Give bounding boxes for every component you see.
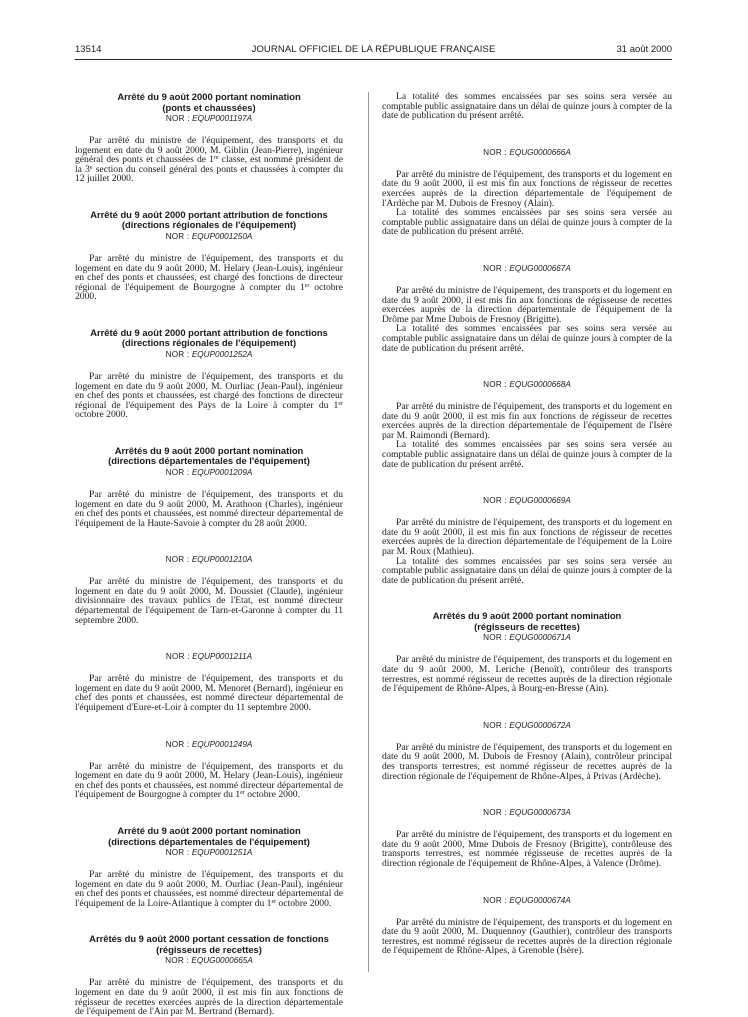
decree-paragraph: La totalité des sommes encaissées par ses soins sera versée au comptable public assignataire dans un délai de quinze jours à compter de la date de publication du présent arrêté. xyxy=(382,439,672,470)
nor-code: EQUG0000672A xyxy=(509,720,571,730)
decree-subtitle: (directions départementales de l'équipement) xyxy=(108,835,310,847)
decree-section xyxy=(382,869,672,956)
decree-title: Arrêté du 9 août 2000 portant nomination xyxy=(117,825,301,836)
section-gap xyxy=(75,625,343,651)
nor-code: EQUG0000668A xyxy=(509,380,571,390)
nor-reference xyxy=(75,848,343,858)
decree-title: Arrêtés du 9 août 2000 portant nomination xyxy=(432,610,622,622)
decree-paragraph: Par arrêté du ministre de l'équipement, des transports et du logement en date du 9 août 2000, M. Menoret (Bernard), ingénieur en chef des ponts et chaussées, est nommé directeur départemental de l'équipement d'Eure-et-Loir à compter du 11 septembre 2000. xyxy=(75,673,344,714)
nor-label: NOR : xyxy=(165,652,193,662)
section-gap xyxy=(382,869,672,895)
nor-code: EQUP0001249A xyxy=(191,739,253,749)
decree-paragraph: Par arrêté du ministre de l'équipement, des transports et du logement en date du 9 août 2000, il est mis fin aux fonctions de régisseur de recettes exercées auprès de la direction départementale de l'équipement de l'Isère par M. Raimondi (Bernard). xyxy=(382,401,672,441)
nor-code: EQUG0000665A xyxy=(191,956,253,966)
decree-section xyxy=(382,585,672,693)
decree-subtitle: (ponts et chaussées) xyxy=(162,101,256,113)
decree-section xyxy=(75,713,343,800)
decree-paragraph: Par arrêté du ministre de l'équipement, des transports et du logement en date du 9 août 2000, M. Arathoon (Charles), ingénieur en chef des ponts et chaussées, est nommé directeur départemental de l'équipement de la Haute-Savoie à compter du 28 août 2000. xyxy=(75,488,343,529)
decree-paragraph: Par arrêté du ministre de l'équipement, des transports et du logement en date du 9 août 2000, Mme Dubois de Fresnoy (Brigitte), contrôleuse des transports terrestres, est nommée régisseuse de recettes auprès de la direction régionale de l'équipement de Rhône-Alpes, à Valence (Drôme). xyxy=(382,829,672,869)
decree-section xyxy=(75,625,343,712)
decree-section xyxy=(75,908,343,1016)
decree-paragraph: Par arrêté du ministre de l'équipement, des transports et du logement en date du 9 août 2000, M. Giblin (Jean-Pierre), ingénieur général des ponts et chaussées de 1re classe, est nommé président de la 3e section du conseil général des ponts et chaussées à compter du 12 juillet 2000. xyxy=(75,135,343,185)
section-gap xyxy=(382,585,672,611)
header-rule xyxy=(75,59,672,60)
page-header xyxy=(75,44,672,58)
section-gap xyxy=(75,800,343,826)
decree-paragraph: La totalité des sommes encaissées par ses soins sera versée au comptable public assignataire dans un délai de quinze jours à compter de la date de publication du présent arrêté. xyxy=(382,555,672,586)
section-gap xyxy=(382,237,672,263)
left-column xyxy=(75,92,343,1017)
decree-section xyxy=(382,781,672,868)
nor-reference xyxy=(75,468,343,478)
nor-gap xyxy=(382,906,672,918)
nor-reference xyxy=(75,350,343,360)
nor-code: EQUG0000667A xyxy=(509,263,571,273)
nor-label: NOR : xyxy=(483,263,510,273)
decree-subtitle: (directions régionales de l'équipement) xyxy=(121,337,297,349)
decree-subtitle: (directions départementales de l'équipement) xyxy=(108,455,310,467)
nor-label: NOR : xyxy=(483,720,510,730)
nor-label: NOR : xyxy=(483,633,510,643)
nor-gap xyxy=(382,158,672,170)
nor-reference xyxy=(382,633,672,643)
issue-date: 31 août 2000 xyxy=(616,44,672,55)
section-gap xyxy=(75,908,343,934)
decree-section xyxy=(75,302,343,420)
decree-paragraph: Par arrêté du ministre de l'équipement, des transports et du logement en date du 9 août 2000, M. Ourliac (Jean-Paul), ingénieur en chef des ponts et chaussées, est chargé des fonctions de directeur régional de l'équipement des Pays de la Loire à compter du 1er octobre 2000. xyxy=(75,370,343,421)
section-gap xyxy=(382,781,672,807)
decree-section xyxy=(75,800,343,908)
section-gap xyxy=(75,184,343,210)
decree-paragraph: Par arrêté du ministre de l'équipement, des transports et du logement en date du 9 août 2000, il est mis fin aux fonctions de régisseur de recettes exercées auprès de la direction départementale de l'équipement de la Loire par M. Roux (Mathieu). xyxy=(382,517,672,558)
decree-title: Arrêté du 9 août 2000 portant attribution de fonctions xyxy=(90,208,328,220)
decree-title: Arrêté du 9 août 2000 portant attribution de fonctions xyxy=(90,326,328,338)
nor-reference xyxy=(75,555,343,565)
decree-section xyxy=(382,469,672,585)
decree-section xyxy=(75,92,343,184)
nor-reference xyxy=(75,956,343,966)
decree-paragraph: Par arrêté du ministre de l'équipement, des transports et du logement en date du 9 août 2000, M. Helary (Jean-Louis), ingénieur en chef des ponts et chaussées, est nommé directeur départemental de l'équipement de Bourgogne à compter du 1er octobre 2000. xyxy=(75,760,343,801)
nor-reference xyxy=(75,232,343,242)
nor-code: EQUP0001209A xyxy=(191,467,253,477)
decree-paragraph: Par arrêté du ministre de l'équipement, des transports et du logement en date du 9 août 2000, M. Doussiet (Claude), ingénieur divisionnaire des travaux publics de l'Etat, est nommé directeur départemental de l'équipement de Tarn-et-Garonne à compter du 11 septembre 2000. xyxy=(75,576,343,626)
nor-reference xyxy=(382,264,672,274)
nor-reference xyxy=(382,896,672,906)
journal-title: JOURNAL OFFICIEL DE LA RÉPUBLIQUE FRANÇAISE xyxy=(251,44,496,55)
nor-code: EQUP0001251A xyxy=(191,848,253,857)
decree-paragraph: Par arrêté du ministre de l'équipement, des transports et du logement en date du 9 août 2000, M. Ourliac (Jean-Paul), ingénieur en chef des ponts et chaussées, est nommé directeur départemental de l'équipement de la Loire-Atlantique à compter du 1er octobre 2000. xyxy=(75,869,343,909)
nor-gap xyxy=(382,731,672,743)
decree-section xyxy=(75,184,343,302)
decree-paragraph: La totalité des sommes encaissées par ses soins sera versée au comptable public assignataire dans un délai de quinze jours à compter de la date de publication du présent arrêté. xyxy=(382,323,672,354)
decree-subtitle: (régisseurs de recettes) xyxy=(156,943,262,955)
section-gap xyxy=(382,353,672,379)
decree-paragraph: Par arrêté du ministre de l'équipement, des transports et du logement en date du 9 août 2000, M. Dubois de Fresnoy (Alain), contrôleur principal des transports terrestres, est nommé régisseur de recettes auprès de la direction régionale de l'équipement de Rhône-Alpes, à Privas (Ardèche). xyxy=(382,741,672,782)
nor-reference xyxy=(382,148,672,158)
decree-section xyxy=(75,528,343,625)
nor-label: NOR : xyxy=(165,848,192,857)
decree-paragraph: La totalité des sommes encaissées par ses soins sera versée au comptable public assignataire dans un délai de quinze jours à compter de la date de publication du présent arrêté. xyxy=(382,207,672,238)
decree-paragraph: Par arrêté du ministre de l'équipement, des transports et du logement en date du 9 août 2000, il est mis fin aux fonctions de régisseur de recettes exercées auprès de la direction départementale de l'équipement de l'Ardèche par M. Dubois de Fresnoy (Alain). xyxy=(382,168,672,209)
decree-subtitle: (régisseurs de recettes) xyxy=(474,620,580,632)
nor-gap xyxy=(75,750,343,762)
section-gap xyxy=(75,528,343,554)
section-gap xyxy=(382,469,672,495)
column-divider xyxy=(368,92,369,972)
nor-label: NOR : xyxy=(483,895,510,905)
nor-label: NOR : xyxy=(165,956,192,966)
decree-section xyxy=(382,121,672,237)
right-column xyxy=(382,92,672,956)
nor-label: NOR : xyxy=(165,739,192,749)
section-gap xyxy=(382,121,672,147)
decree-section xyxy=(75,420,343,528)
decree-paragraph: La totalité des sommes encaissées par ses soins sera versée au comptable public assignataire dans un délai de quinze jours à compter de la date de publication du présent arrêté. xyxy=(382,91,672,122)
nor-code: EQUG0000671A xyxy=(509,633,571,643)
section-gap xyxy=(75,302,343,328)
nor-label: NOR : xyxy=(165,114,193,123)
decree-section xyxy=(382,92,672,121)
decree-title: Arrêté du 9 août 2000 portant nomination xyxy=(117,91,301,102)
nor-code: EQUP0001197A xyxy=(192,114,253,123)
decree-subtitle: (directions régionales de l'équipement) xyxy=(121,219,297,231)
nor-reference xyxy=(75,740,343,750)
nor-code: EQUG0000673A xyxy=(509,808,571,818)
decree-section xyxy=(382,353,672,469)
decree-paragraph: Par arrêté du ministre de l'équipement, des transports et du logement en date du 9 août 2000, M. Leriche (Benoît), contrôleur des transports terrestres, est nommé régisseur de recettes auprès de la direction régionale de l'équipement de Rhône-Alpes, à Bourg-en-Bresse (Ain). xyxy=(382,654,672,695)
nor-label: NOR : xyxy=(165,467,192,477)
nor-reference xyxy=(382,808,672,818)
nor-reference xyxy=(382,380,672,390)
nor-label: NOR : xyxy=(165,555,192,565)
decree-section xyxy=(382,237,672,353)
nor-label: NOR : xyxy=(483,808,510,818)
nor-code: EQUP0001250A xyxy=(191,231,253,241)
nor-label: NOR : xyxy=(483,496,510,506)
section-gap xyxy=(75,713,343,739)
page-number: 13514 xyxy=(75,44,102,55)
nor-reference xyxy=(75,652,343,662)
decree-paragraph: Par arrêté du ministre de l'équipement, des transports et du logement en date du 9 août 2000, M. Helary (Jean-Louis), ingénieur en chef des ponts et chaussées, est chargé des fonctions de directeur régional de l'équipement de Bourgogne à compter du 1er octobre 2000. xyxy=(75,252,344,303)
decree-title: Arrêtés du 9 août 2000 portant nomination xyxy=(114,444,304,456)
nor-code: EQUP0001211A xyxy=(192,652,253,662)
decree-paragraph: Par arrêté du ministre de l'équipement, des transports et du logement en date du 9 août 2000, M. Duquennoy (Gauthier), contrôleur des transports terrestres, est nommé régisseur de recettes auprès de la direction régionale de l'équipement de Rhône-Alpes, à Grenoble (Isère). xyxy=(382,916,672,957)
nor-code: EQUP0001210A xyxy=(191,555,253,565)
decree-paragraph: Par arrêté du ministre de l'équipement, des transports et du logement en date du 9 août 2000, il est mis fin aux fonctions de régisseuse de recettes exercées auprès de la direction départementale de l'équipement de la Drôme par Mme Dubois de Fresnoy (Brigitte). xyxy=(382,284,672,325)
nor-reference xyxy=(382,721,672,731)
decree-section xyxy=(382,694,672,781)
nor-label: NOR : xyxy=(483,380,510,390)
nor-reference xyxy=(382,496,672,506)
decree-title: Arrêtés du 9 août 2000 portant cessation de fonctions xyxy=(89,933,329,945)
nor-label: NOR : xyxy=(165,231,192,241)
nor-reference xyxy=(75,114,343,124)
nor-label: NOR : xyxy=(483,147,510,157)
nor-code: EQUG0000666A xyxy=(509,147,571,157)
nor-code: EQUP0001252A xyxy=(191,349,253,359)
nor-code: EQUG0000669A xyxy=(509,496,571,506)
section-gap xyxy=(382,694,672,720)
section-gap xyxy=(75,420,343,446)
decree-paragraph: Par arrêté du ministre de l'équipement, des transports et du logement en date du 9 août 2000, il est mis fin aux fonctions de régisseur de recettes exercées auprès de la direction départementale de l'équipement de l'Ain par M. Bertrand (Bernard). xyxy=(75,977,343,1017)
nor-code: EQUG0000674A xyxy=(509,895,571,905)
nor-label: NOR : xyxy=(165,349,192,359)
